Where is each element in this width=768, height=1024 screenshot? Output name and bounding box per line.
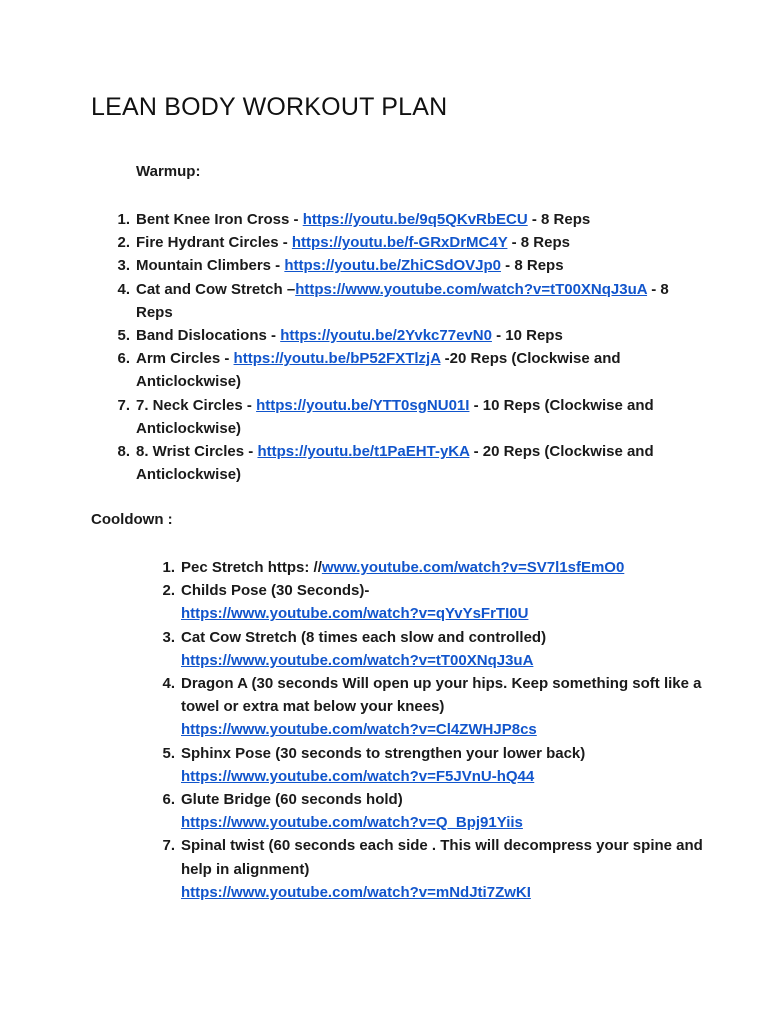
- video-link[interactable]: https://youtu.be/YTT0sgNU01I: [256, 396, 470, 414]
- exercise-reps: - 8 Reps: [527, 211, 591, 228]
- list-number: 2.: [117, 234, 130, 252]
- video-link[interactable]: https://www.youtube.com/watch?v=qYvYsFrTI0U: [181, 605, 529, 623]
- video-link[interactable]: https://www.youtube.com/watch?v=Q_Bpj91Yiis: [181, 814, 523, 832]
- list-number: 7.: [162, 837, 175, 855]
- exercise-text: 7. Neck Circles -: [136, 396, 257, 414]
- warmup-item: [108, 231, 708, 254]
- video-link[interactable]: https://youtu.be/bP52FXTlzjA: [233, 350, 441, 368]
- exercise-reps: - 10 Reps (Clockwise and Anticlockwise): [136, 396, 654, 437]
- list-number: 1.: [117, 211, 130, 228]
- list-number: 8.: [117, 443, 130, 461]
- list-number: 6.: [162, 791, 175, 809]
- cooldown-item: [153, 742, 713, 788]
- video-link[interactable]: https://www.youtube.com/watch?v=mNdJti7ZwKI: [181, 883, 531, 901]
- warmup-list: [108, 208, 708, 486]
- warmup-item: [108, 254, 708, 277]
- exercise-text: Cat Cow Stretch (8 times each slow and controlled): [181, 628, 547, 646]
- exercise-reps: - 20 Reps (Clockwise and Anticlockwise): [136, 443, 654, 484]
- exercise-reps: -20 Reps (Clockwise and Anticlockwise): [136, 350, 621, 391]
- cooldown-item: [153, 626, 713, 672]
- list-number: 4.: [117, 280, 130, 298]
- list-number: 3.: [162, 628, 175, 646]
- list-number: 2.: [162, 582, 175, 600]
- cooldown-item: [153, 579, 713, 625]
- video-link[interactable]: https://www.youtube.com/watch?v=Cl4ZWHJP8cs: [181, 721, 537, 739]
- list-number: 4.: [162, 675, 175, 693]
- exercise-text: Pec Stretch https: //: [181, 559, 322, 576]
- page-title: LEAN BODY WORKOUT PLAN: [91, 93, 448, 121]
- list-number: 1.: [162, 559, 175, 576]
- cooldown-heading: Cooldown :: [91, 511, 173, 528]
- exercise-text: 8. Wrist Circles -: [136, 443, 258, 461]
- video-link[interactable]: https://youtu.be/9q5QKvRbECU: [302, 211, 528, 228]
- list-number: 6.: [117, 350, 130, 368]
- exercise-text: Arm Circles -: [136, 350, 234, 368]
- warmup-item: [108, 278, 708, 324]
- cooldown-item: [153, 788, 713, 834]
- warmup-item: [108, 440, 708, 486]
- video-link[interactable]: https://youtu.be/ZhiCSdOVJp0: [284, 257, 502, 275]
- video-link[interactable]: https://youtu.be/f-GRxDrMC4Y: [291, 234, 508, 252]
- warmup-heading: Warmup:: [136, 163, 201, 180]
- cooldown-item: [153, 834, 713, 904]
- video-link[interactable]: www.youtube.com/watch?v=SV7l1sfEmO0: [321, 559, 625, 576]
- exercise-text: Glute Bridge (60 seconds hold): [181, 791, 403, 809]
- exercise-text: Cat and Cow Stretch –: [136, 280, 296, 298]
- video-link[interactable]: https://www.youtube.com/watch?v=tT00XNqJ3uA: [181, 651, 534, 669]
- video-link[interactable]: https://www.youtube.com/watch?v=F5JVnU-hQ44: [181, 767, 535, 785]
- video-link[interactable]: https://www.youtube.com/watch?v=tT00XNqJ3uA: [295, 280, 648, 298]
- exercise-text: Band Dislocations -: [136, 327, 281, 345]
- exercise-text: Bent Knee Iron Cross -: [136, 211, 303, 228]
- video-link[interactable]: https://youtu.be/t1PaEHT-yKA: [257, 443, 470, 461]
- exercise-text: Spinal twist (60 seconds each side . This will decompress your spine and help in alignment): [181, 837, 703, 878]
- exercise-reps: - 10 Reps: [491, 327, 563, 345]
- video-link[interactable]: https://youtu.be/2Yvkc77evN0: [280, 327, 492, 345]
- warmup-item: [108, 324, 708, 347]
- cooldown-list: [153, 556, 713, 904]
- exercise-text: Fire Hydrant Circles -: [136, 234, 292, 252]
- exercise-reps: - 8 Reps: [136, 280, 669, 321]
- list-number: 5.: [162, 744, 175, 762]
- warmup-item: [108, 208, 708, 231]
- exercise-reps: - 8 Reps: [507, 234, 570, 252]
- warmup-item: [108, 394, 708, 440]
- exercise-text: Dragon A (30 seconds Will open up your hips. Keep something soft like a towel or extra mat below your knees): [181, 675, 702, 716]
- exercise-text: Childs Pose (30 Seconds)-: [181, 582, 370, 600]
- list-number: 3.: [117, 257, 130, 275]
- exercise-text: Sphinx Pose (30 seconds to strengthen your lower back): [181, 744, 586, 762]
- list-number: 5.: [117, 327, 130, 345]
- cooldown-item: [153, 556, 713, 579]
- cooldown-item: [153, 672, 713, 742]
- warmup-item: [108, 347, 708, 393]
- list-number: 7.: [117, 396, 130, 414]
- exercise-text: Mountain Climbers -: [136, 257, 285, 275]
- exercise-reps: - 8 Reps: [501, 257, 564, 275]
